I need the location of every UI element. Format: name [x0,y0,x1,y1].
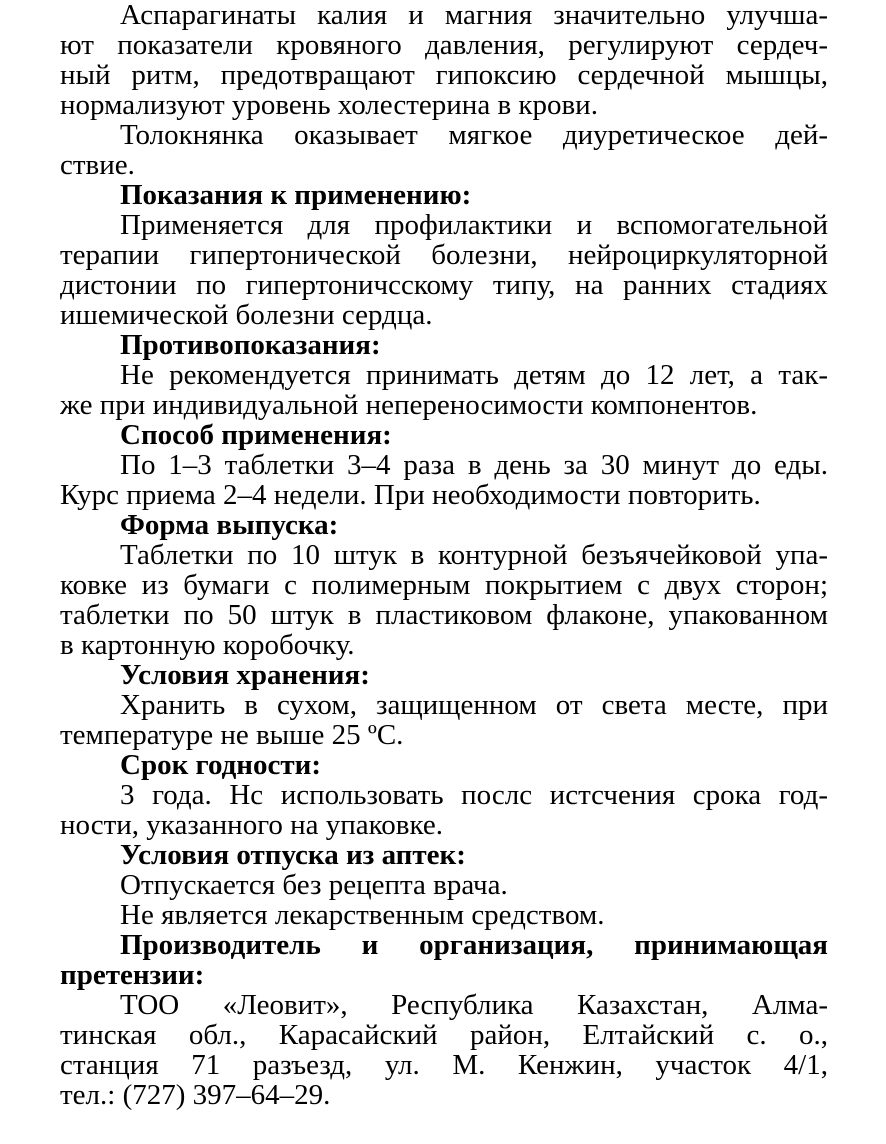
body-line: Отпускается без рецепта врача. [120,870,508,900]
indications-section [60,180,828,330]
body-line: Аспарагинаты калия и магния значительно улучша- [120,0,828,30]
body-line: терапии гипертонической болезни, нейроциркуляторной [60,240,828,270]
section-heading: Условия хранения: [120,660,370,690]
body-line: таблетки по 50 штук в пластиковом флаконе, упакованном [60,600,828,630]
section-heading: Производитель и организация, принимающая [120,930,828,960]
dispensing-section [60,840,828,930]
body-line: станция 71 разъезд, ул. М. Кенжин, участок 4/1, [60,1050,828,1080]
body-line: ТОО «Леовит», Республика Казахстан, Алма- [120,990,828,1020]
section-heading: Противопоказания: [120,330,381,360]
body-line: тел.: (727) 397–64–29. [60,1080,331,1110]
section-heading: Срок годности: [120,750,322,780]
manufacturer-section [60,930,828,1110]
body-line: ют показатели кровяного давления, регулируют сердеч- [60,30,828,60]
contraindications-section [60,330,828,420]
body-line: ковке из бумаги с полимерным покрытием с двух сторон; [60,570,828,600]
section-heading: претензии: [60,960,205,990]
body-line: По 1–3 таблетки 3–4 раза в день за 30 минут до еды. [120,450,828,480]
body-line: Не является лекарственным средством. [120,900,605,930]
usage-section [60,420,828,510]
body-line: 3 года. Нс использовать послс истсчения срока год- [120,780,828,810]
body-line: Таблетки по 10 штук в контурной безъячейковой упа- [120,540,828,570]
body-line: ности, указанного на упаковке. [60,810,443,840]
body-line: Курс приема 2–4 недели. При необходимости повторить. [60,480,761,510]
body-line: дистонии по гипертоничсскому типу, на ранних стадиях [60,270,828,300]
section-heading: Форма выпуска: [120,510,339,540]
body-line: же при индивидуальной непереносимости компонентов. [60,390,758,420]
body-line: Хранить в сухом, защищенном от света месте, при [120,690,828,720]
body-line: ный ритм, предотвращают гипоксию сердечной мышцы, [60,60,828,90]
body-line: ишемической болезни сердца. [60,300,433,330]
body-line: в картонную коробочку. [60,630,355,660]
shelf-life-section [60,750,828,840]
body-line: Толокнянка оказывает мягкое диуретическое дей- [120,120,828,150]
body-line: Применяется для профилактики и вспомогательной [120,210,828,240]
section-heading: Способ применения: [120,420,392,450]
intro-section [60,0,828,180]
form-section [60,510,828,660]
body-line: температуре не выше 25 ºС. [60,720,404,750]
body-line: Не рекомендуется принимать детям до 12 лет, а так- [120,360,828,390]
storage-section [60,660,828,750]
body-line: ствие. [60,150,135,180]
section-heading: Условия отпуска из аптек: [120,840,466,870]
section-heading: Показания к применению: [120,180,472,210]
body-line: нормализуют уровень холестерина в крови. [60,90,598,120]
body-line: тинская обл., Карасайский район, Елтайский с. о., [60,1020,828,1050]
